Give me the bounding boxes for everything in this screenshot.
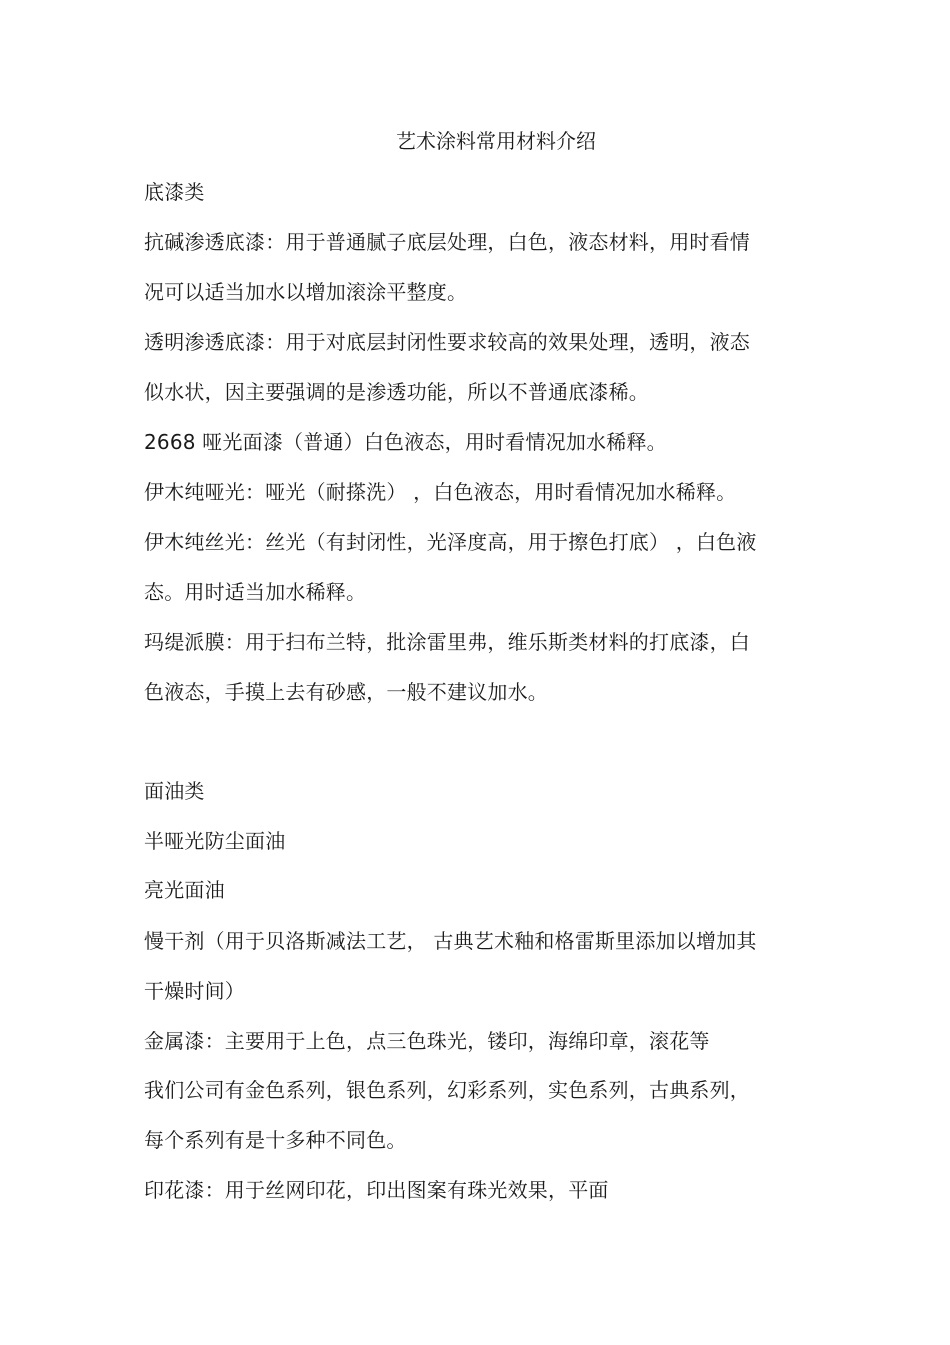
paragraph-line: 2668 哑光面漆（普通）白色液态，用时看情况加水稀释。 bbox=[144, 430, 667, 454]
paragraph-line: 况可以适当加水以增加滚涂平整度。 bbox=[144, 280, 468, 304]
paragraph-line: 伊木纯丝光：丝光（有封闭性，光泽度高，用于擦色打底） ，白色液 bbox=[144, 530, 757, 554]
section-heading-topcoat: 面油类 bbox=[144, 779, 205, 803]
paragraph-line: 每个系列有是十多种不同色。 bbox=[144, 1128, 407, 1152]
paragraph-line: 我们公司有金色系列，银色系列，幻彩系列，实色系列，古典系列， bbox=[144, 1078, 750, 1102]
paragraph-line: 伊木纯哑光：哑光（耐搽洗） ，白色液态，用时看情况加水稀释。 bbox=[144, 480, 737, 504]
paragraph-line: 印花漆：用于丝网印花，印出图案有珠光效果，平面 bbox=[144, 1178, 609, 1202]
paragraph-line: 金属漆：主要用于上色，点三色珠光，镂印，海绵印章，滚花等 bbox=[144, 1029, 710, 1053]
paragraph-line: 态。用时适当加水稀释。 bbox=[144, 580, 367, 604]
section-heading-primer: 底漆类 bbox=[144, 180, 205, 204]
document-title: 艺术涂料常用材料介绍 bbox=[396, 129, 596, 153]
paragraph-line: 色液态，手摸上去有砂感，一般不建议加水。 bbox=[144, 680, 548, 704]
paragraph-line: 透明渗透底漆：用于对底层封闭性要求较高的效果处理，透明，液态 bbox=[144, 330, 750, 354]
paragraph-line: 亮光面油 bbox=[144, 878, 225, 902]
paragraph-line: 抗碱渗透底漆：用于普通腻子底层处理，白色，液态材料，用时看情 bbox=[144, 230, 750, 254]
paragraph-line: 半哑光防尘面油 bbox=[144, 829, 286, 853]
paragraph-line: 慢干剂（用于贝洛斯减法工艺， 古典艺术釉和格雷斯里添加以增加其 bbox=[144, 929, 757, 953]
paragraph-line: 干燥时间） bbox=[144, 979, 245, 1003]
paragraph-line: 玛缇派膜：用于扫布兰特，批涂雷里弗，维乐斯类材料的打底漆，白 bbox=[144, 630, 750, 654]
paragraph-line: 似水状，因主要强调的是渗透功能，所以不普通底漆稀。 bbox=[144, 380, 649, 404]
